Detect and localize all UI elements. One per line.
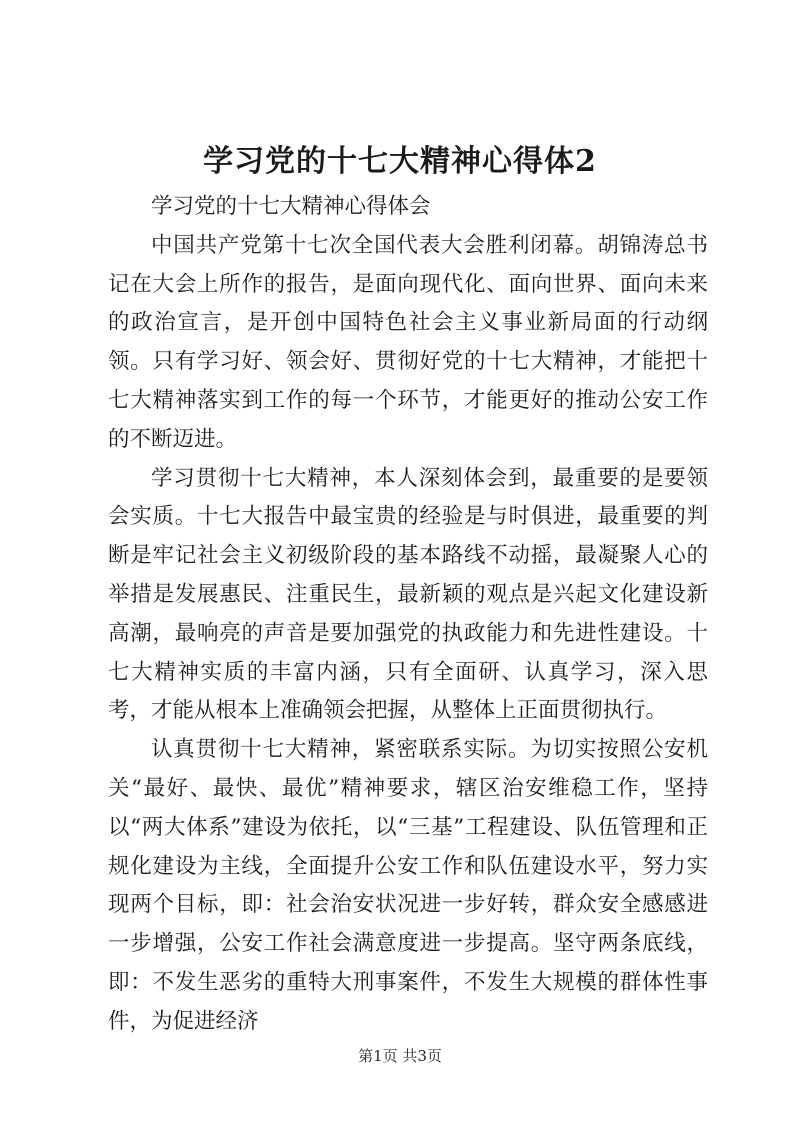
paragraph: 学习贯彻十七大精神，本人深刻体会到，最重要的是要领会实质。十七大报告中最宝贵的经验是与时俱进，最重要的判断是牢记社会主义初级阶段的基本路线不动摇，最凝聚人心的举措是发展惠民、注重民生，最新颖的观点是兴起文化建设新高潮，最响亮的声音是要加强党的执政能力和先进性建设。十七大精神实质的丰富内涵，只有全面研、认真学习，深入思考，才能从根本上准确领会把握，从整体上正面贯彻执行。 (108, 465, 708, 724)
document-title: 学习党的十七大精神心得体2 (203, 144, 597, 179)
paragraph-subtitle: 学习党的十七大精神心得体会 (151, 194, 431, 219)
document-body (108, 188, 708, 1042)
page-number-footer: 第1页 共3页 (358, 1047, 442, 1065)
paragraph: 中国共产党第十七次全国代表大会胜利闭幕。胡锦涛总书记在大会上所作的报告，是面向现代化、面向世界、面向未来的政治宣言，是开创中国特色社会主义事业新局面的行动纲领。只有学习好、领会好、贯彻好党的十七大精神，才能把十七大精神落实到工作的每一个环节，才能更好的推动公安工作的不断迈进。 (108, 232, 708, 452)
paragraph: 认真贯彻十七大精神，紧密联系实际。为切实按照公安机关“最好、最快、最优”精神要求，辖区治安维稳工作，坚持以“两大体系”建设为依托，以“三基”工程建设、队伍管理和正规化建设为主线，全面提升公安工作和队伍建设水平，努力实现两个目标，即：社会治安状况进一步好转，群众安全感感进一步增强，公安工作社会满意度进一步提高。坚守两条底线，即：不发生恶劣的重特大刑事案件，不发生大规模的群体性事件，为促进经济 (108, 737, 708, 1034)
